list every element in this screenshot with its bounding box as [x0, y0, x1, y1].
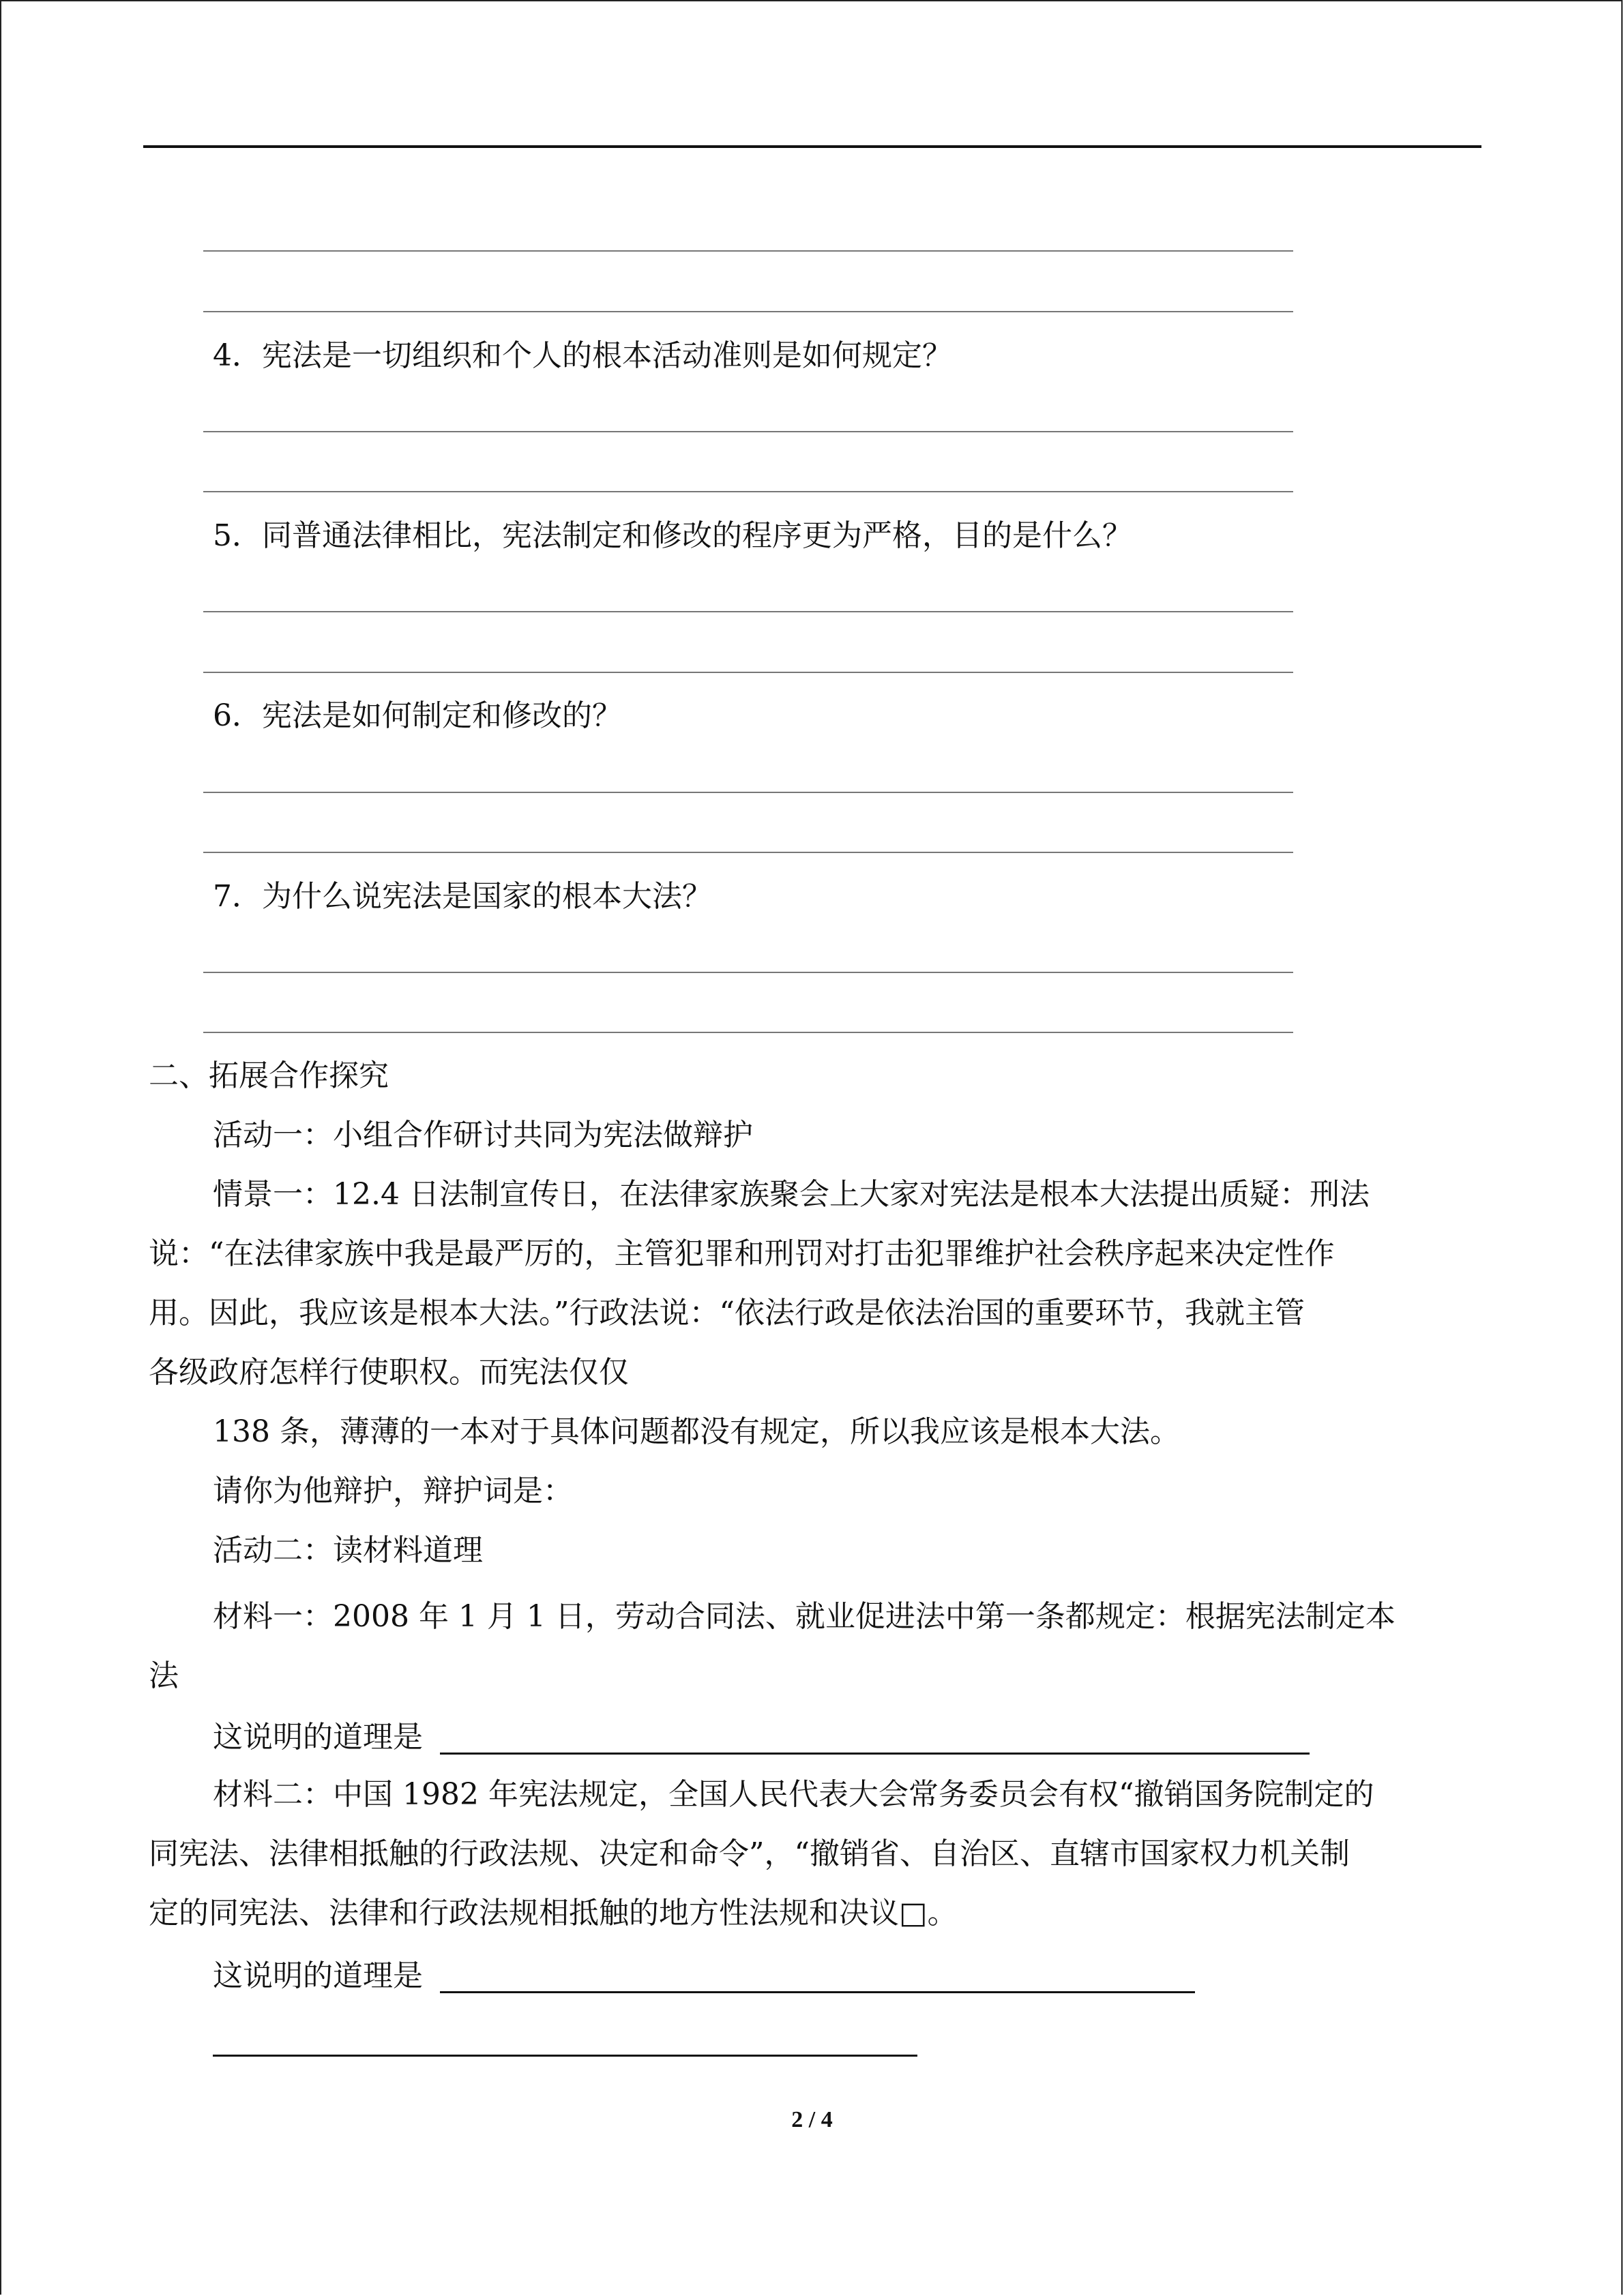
- scenario-line: 用。因此，我应该是根本大法。”行政法说：“依法行政是依法治国的重要环节，我就主管: [149, 1296, 1305, 1330]
- answer-line[interactable]: [203, 311, 1293, 312]
- scenario-line: 各级政府怎样行使职权。而宪法仅仅: [149, 1355, 629, 1390]
- question-5: 5．同普通法律相比，宪法制定和修改的程序更为严格，目的是什么？: [213, 518, 1132, 553]
- material-1-line: 法: [149, 1658, 179, 1693]
- answer-line[interactable]: [203, 972, 1293, 973]
- question-7: 7．为什么说宪法是国家的根本大法？: [213, 879, 712, 914]
- section-heading: 二、拓展合作探究: [149, 1058, 389, 1093]
- reason-blank-2-continued[interactable]: [213, 2055, 917, 2057]
- material-2-line: 材料二：中国 1982 年宪法规定，全国人民代表大会常务委员会有权“撤销国务院制定的: [213, 1777, 1374, 1812]
- answer-line[interactable]: [203, 250, 1293, 252]
- header-rule: [143, 145, 1481, 148]
- reason-blank-2[interactable]: [440, 1991, 1195, 1993]
- answer-line[interactable]: [203, 491, 1293, 492]
- scenario-line: 138 条，薄薄的一本对于具体问题都没有规定，所以我应该是根本大法。: [213, 1414, 1180, 1449]
- scenario-line: 情景一：12.4 日法制宣传日，在法律家族聚会上大家对宪法是根本大法提出质疑：刑法: [213, 1177, 1370, 1212]
- reason-blank-1[interactable]: [440, 1753, 1310, 1755]
- answer-line[interactable]: [203, 1032, 1293, 1033]
- scenario-line: 说：“在法律家族中我是最严厉的，主管犯罪和刑罚对打击犯罪维护社会秩序起来决定性作: [149, 1236, 1335, 1271]
- material-2-line: 同宪法、法律相抵触的行政法规、决定和命令”，“撤销省、自治区、直辖市国家权力机关制: [149, 1836, 1350, 1871]
- answer-line[interactable]: [203, 431, 1293, 432]
- answer-line[interactable]: [203, 852, 1293, 853]
- activity-1: 活动一：小组合作研讨共同为宪法做辩护: [213, 1118, 753, 1152]
- reason-prompt-2: 这说明的道理是: [213, 1958, 423, 1993]
- answer-line[interactable]: [203, 672, 1293, 673]
- activity-2: 活动二：读材料道理: [213, 1533, 483, 1568]
- reason-prompt-1: 这说明的道理是: [213, 1720, 423, 1755]
- material-2-line: 定的同宪法、法律和行政法规相抵触的地方性法规和决议□。: [149, 1896, 958, 1930]
- answer-line[interactable]: [203, 611, 1293, 612]
- material-1-line: 材料一：2008 年 1 月 1 日，劳动合同法、就业促进法中第一条都规定：根据宪法制定本: [213, 1599, 1396, 1634]
- page-number: 2 / 4: [791, 2107, 833, 2132]
- question-6: 6．宪法是如何制定和修改的？: [213, 698, 622, 733]
- question-4: 4．宪法是一切组织和个人的根本活动准则是如何规定？: [213, 338, 952, 373]
- defense-prompt: 请你为他辩护，辩护词是：: [213, 1474, 573, 1508]
- answer-line[interactable]: [203, 792, 1293, 793]
